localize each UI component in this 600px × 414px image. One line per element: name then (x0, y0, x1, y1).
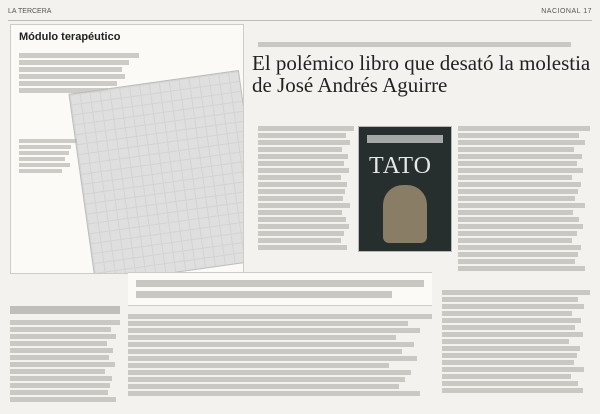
bottom-section-label (10, 306, 120, 314)
header-rule (8, 20, 592, 21)
cover-figure (383, 185, 427, 243)
bottom-col-3 (442, 288, 590, 395)
module-title: Módulo terapéutico (19, 31, 121, 43)
article-headline: El polémico libro que desató la molestia de José Andrés Aguirre (252, 51, 591, 98)
article-col-1 (258, 124, 354, 252)
article-col-3 (458, 124, 590, 273)
article-kicker (258, 40, 598, 49)
module-caption-left (19, 137, 77, 175)
sidebar-module (10, 24, 244, 274)
header-left: LA TERCERA (8, 8, 52, 15)
book-cover (358, 126, 452, 252)
page-header (8, 8, 592, 20)
facility-floor-plan (68, 70, 244, 274)
book-title: TATO (369, 153, 432, 179)
bottom-col-2 (128, 312, 432, 398)
sub-headline (128, 272, 432, 306)
header-right: NACIONAL 17 (541, 8, 592, 15)
bottom-col-1 (10, 318, 120, 404)
